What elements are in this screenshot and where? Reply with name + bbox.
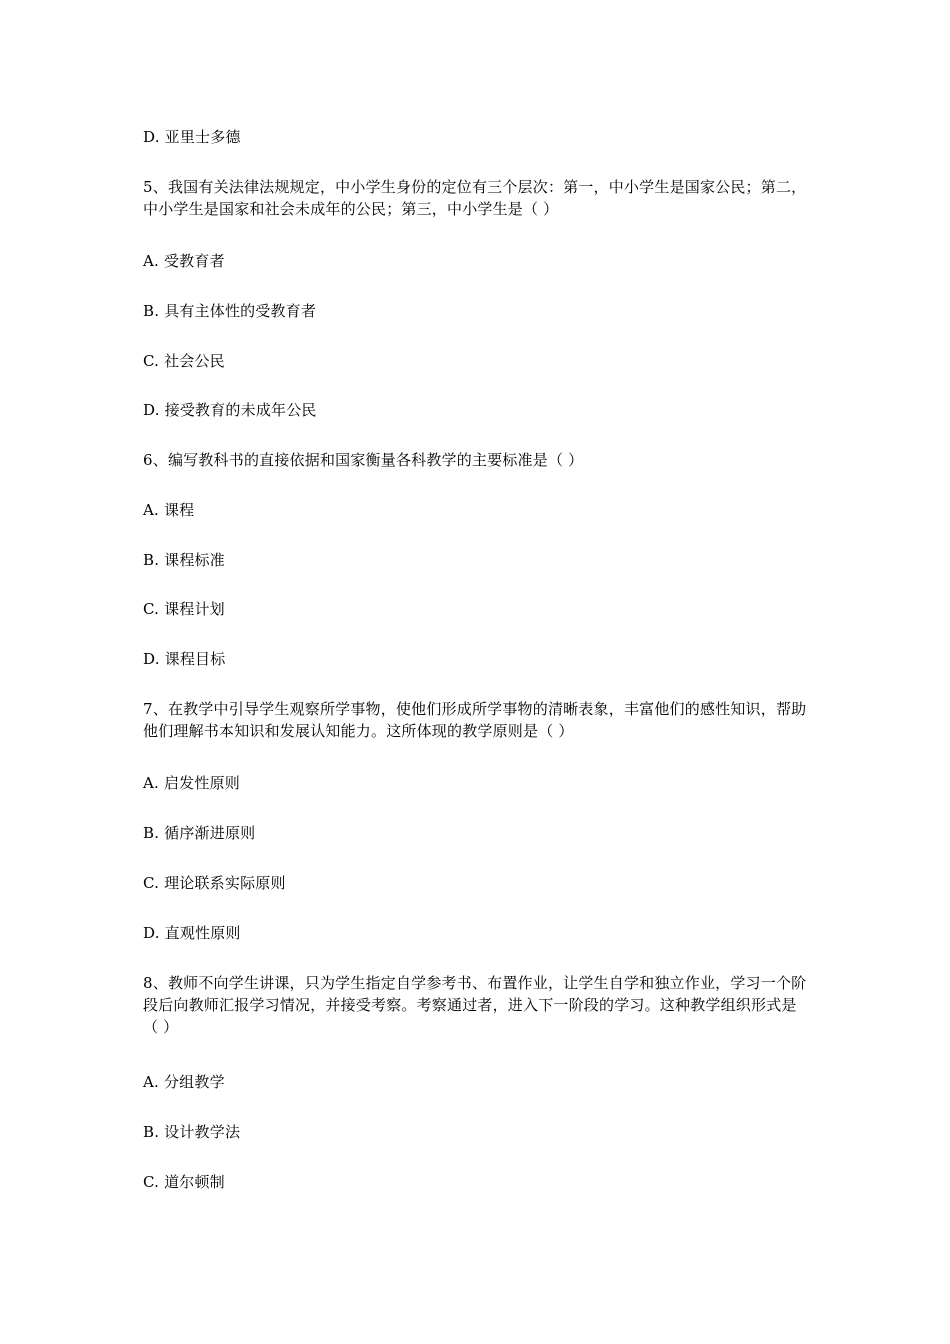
option-7d: D. 直观性原则 xyxy=(143,924,241,942)
option-7b: B. 循序渐进原则 xyxy=(143,824,256,842)
option-5b: B. 具有主体性的受教育者 xyxy=(143,302,317,320)
option-7c: C. 理论联系实际原则 xyxy=(143,874,286,892)
question-7: 7、在教学中引导学生观察所学事物，使他们形成所学事物的清晰表象，丰富他们的感性知识，帮助他们理解书本知识和发展认知能力。这所体现的教学原则是（ ） xyxy=(143,700,807,740)
option-8a: A. 分组教学 xyxy=(143,1073,225,1091)
option-4d: D. 亚里士多德 xyxy=(143,128,241,146)
option-6d: D. 课程目标 xyxy=(143,650,226,668)
option-7a: A. 启发性原则 xyxy=(143,774,240,792)
option-5d: D. 接受教育的未成年公民 xyxy=(143,401,317,419)
question-6: 6、编写教科书的直接依据和国家衡量各科教学的主要标准是（ ） xyxy=(143,451,584,469)
option-5a: A. 受教育者 xyxy=(143,252,225,270)
question-8: 8、教师不向学生讲课，只为学生指定自学参考书、布置作业，让学生自学和独立作业，学习一个阶段后向教师汇报学习情况，并接受考察。考察通过者，进入下一阶段的学习。这种教学组织形式是（ ） xyxy=(143,974,807,1036)
question-5: 5、我国有关法律法规规定，中小学生身份的定位有三个层次：第一，中小学生是国家公民；第二，中小学生是国家和社会未成年的公民；第三，中小学生是（ ） xyxy=(143,178,807,218)
option-8b: B. 设计教学法 xyxy=(143,1123,241,1141)
option-8c: C. 道尔顿制 xyxy=(143,1173,225,1191)
option-6c: C. 课程计划 xyxy=(143,600,225,618)
option-6b: B. 课程标准 xyxy=(143,551,225,569)
option-5c: C. 社会公民 xyxy=(143,352,225,370)
option-6a: A. 课程 xyxy=(143,501,195,519)
